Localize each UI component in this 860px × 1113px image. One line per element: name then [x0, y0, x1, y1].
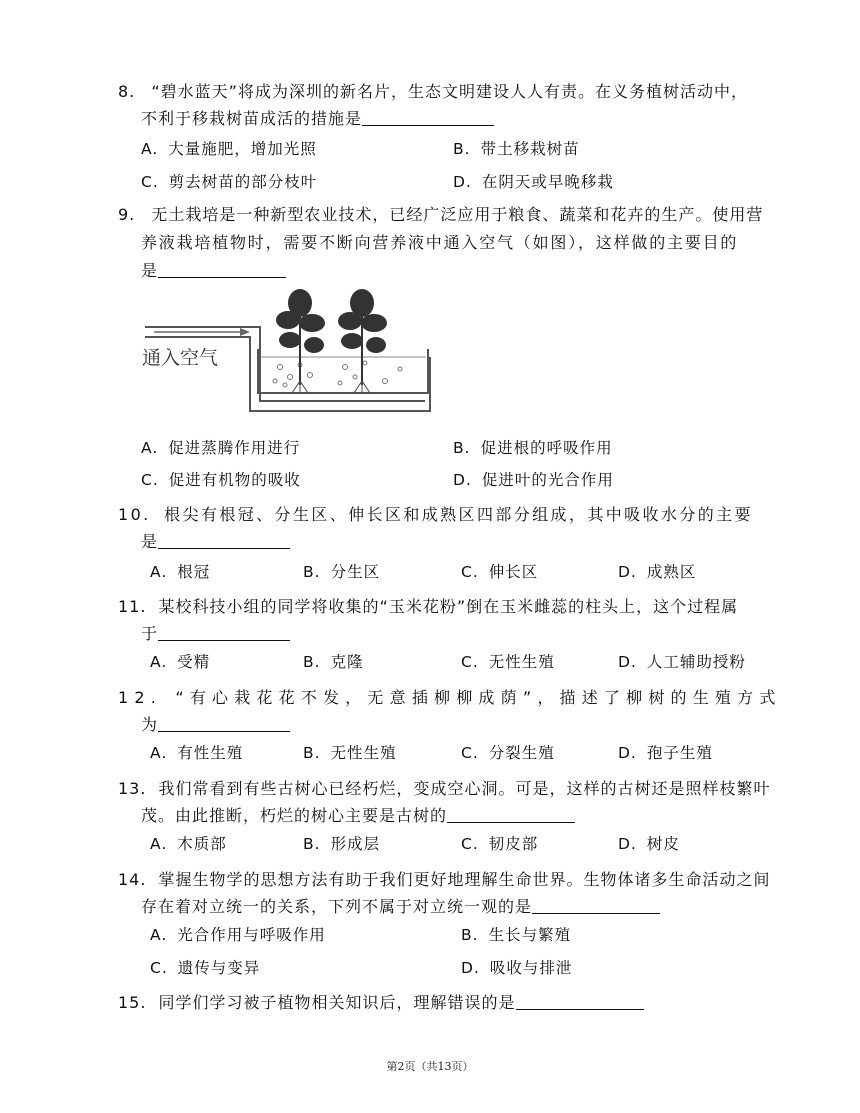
option-letter: C.: [141, 471, 159, 489]
answer-blank[interactable]: [362, 109, 494, 126]
question-number: 9.: [118, 205, 136, 224]
option-letter: D.: [618, 653, 637, 671]
answer-blank[interactable]: [447, 806, 575, 823]
option-c[interactable]: [461, 562, 538, 582]
question-number: 8.: [118, 82, 136, 101]
option-letter: B.: [303, 563, 321, 581]
option-letter: A.: [150, 926, 168, 944]
option-text: 分裂生殖: [488, 744, 555, 762]
question-8-line-2: [141, 109, 494, 129]
option-letter: D.: [618, 744, 637, 762]
option-text: 形成层: [330, 835, 381, 853]
option-letter: A.: [150, 653, 168, 671]
option-text: 木质部: [177, 835, 227, 853]
option-text: 树皮: [646, 835, 680, 853]
option-d[interactable]: [618, 834, 680, 854]
question-text: 无土栽培是一种新型农业技术，已经广泛应用于粮食、蔬菜和花卉的生产。使用营: [151, 205, 764, 224]
option-letter: B.: [453, 140, 471, 158]
option-text: 遗传与变异: [177, 959, 261, 977]
question-text: 存在着对立统一的关系，下列不属于对立统一观的是: [141, 897, 533, 916]
option-text: 带土移栽树苗: [480, 140, 580, 158]
option-text: 促进根的呼吸作用: [480, 439, 613, 457]
option-text: 促进叶的光合作用: [481, 471, 614, 489]
option-d[interactable]: [453, 470, 614, 490]
option-b[interactable]: [453, 438, 613, 458]
question-9-line-1: [118, 205, 763, 225]
question-11-line-2: [141, 624, 290, 644]
option-letter: C.: [461, 835, 479, 853]
option-d[interactable]: [453, 172, 614, 192]
question-text: 是: [141, 261, 159, 280]
option-text: 孢子生殖: [646, 744, 713, 762]
question-text: 于: [141, 624, 159, 643]
option-text: 分生区: [330, 563, 381, 581]
question-14-line-2: [141, 897, 660, 917]
answer-blank[interactable]: [532, 897, 660, 914]
option-text: 无性生殖: [488, 653, 555, 671]
option-a[interactable]: [150, 562, 210, 582]
question-number: 14.: [118, 870, 147, 889]
question-15-line-1: [118, 993, 644, 1013]
question-13-line-2: [141, 806, 575, 826]
option-text: 吸收与排泄: [489, 959, 573, 977]
option-letter: B.: [303, 653, 321, 671]
question-10-line-2: [141, 532, 290, 552]
answer-blank[interactable]: [158, 261, 286, 278]
option-b[interactable]: [461, 925, 571, 945]
option-text: 无性生殖: [330, 744, 397, 762]
option-text: 促进蒸腾作用进行: [168, 439, 301, 457]
plant-1: [276, 289, 325, 393]
question-8-line-1: [118, 82, 748, 102]
hydroponics-figure: [140, 285, 440, 420]
option-letter: A.: [150, 835, 168, 853]
answer-blank[interactable]: [158, 624, 290, 641]
question-number: 15.: [118, 993, 147, 1012]
option-letter: A.: [141, 439, 159, 457]
option-text: 生长与繁殖: [488, 926, 572, 944]
option-d[interactable]: [618, 743, 713, 763]
question-text: 养液栽培植物时，需要不断向营养液中通入空气（如图），这样做的主要目的: [141, 233, 739, 252]
option-letter: A.: [141, 140, 159, 158]
option-a[interactable]: [141, 438, 300, 458]
option-letter: B.: [303, 835, 321, 853]
option-a[interactable]: [150, 925, 326, 945]
plant-2: [338, 289, 387, 393]
question-11-line-1: [118, 597, 738, 617]
question-9-line-3: [141, 261, 286, 281]
option-letter: D.: [453, 471, 472, 489]
option-letter: B.: [453, 439, 471, 457]
option-a[interactable]: [141, 139, 317, 159]
question-text: 不利于移栽树苗成活的措施是: [141, 109, 363, 128]
option-text: 受精: [177, 653, 211, 671]
option-letter: D.: [618, 835, 637, 853]
option-letter: B.: [303, 744, 321, 762]
option-letter: A.: [150, 744, 168, 762]
question-12-line-1: [118, 688, 782, 708]
answer-blank[interactable]: [516, 993, 644, 1010]
question-text: 我们常看到有些古树心已经朽烂，变成空心洞。可是，这样的古树还是照样枝繁叶: [158, 779, 771, 798]
option-text: 伸长区: [488, 563, 539, 581]
answer-blank[interactable]: [158, 532, 290, 549]
option-text: 光合作用与呼吸作用: [177, 926, 326, 944]
option-d[interactable]: [618, 562, 696, 582]
question-text: 掌握生物学的思想方法有助于我们更好地理解生命世界。生物体诸多生命活动之间: [158, 870, 771, 889]
option-text: 大量施肥，增加光照: [168, 140, 317, 158]
option-letter: B.: [461, 926, 479, 944]
option-text: 根冠: [177, 563, 211, 581]
question-text: 同学们学习被子植物相关知识后，理解错误的是: [158, 993, 516, 1012]
option-c[interactable]: [141, 172, 317, 192]
option-letter: A.: [150, 563, 168, 581]
question-text: 是: [141, 532, 159, 551]
option-a[interactable]: [150, 834, 227, 854]
question-number: 12.: [118, 688, 163, 707]
question-text: 茂。由此推断，朽烂的树心主要是古树的: [141, 806, 448, 825]
question-12-line-2: [141, 715, 290, 735]
option-c[interactable]: [461, 743, 555, 763]
option-letter: D.: [618, 563, 637, 581]
question-number: 10.: [118, 505, 151, 524]
option-b[interactable]: [303, 743, 397, 763]
option-letter: C.: [150, 959, 168, 977]
question-9-line-2: [141, 233, 738, 253]
option-b[interactable]: [303, 562, 380, 582]
option-letter: D.: [453, 173, 472, 191]
option-b[interactable]: [303, 834, 380, 854]
option-text: 促进有机物的吸收: [168, 471, 301, 489]
option-text: 克隆: [330, 653, 364, 671]
question-number: 11.: [118, 597, 147, 616]
question-text: “有心栽花花不发，无意插柳柳成荫”，描述了柳树的生殖方式: [175, 688, 782, 707]
option-text: 在阴天或早晚移栽: [481, 173, 614, 191]
option-c[interactable]: [141, 470, 301, 490]
option-text: 韧皮部: [488, 835, 539, 853]
option-c[interactable]: [461, 834, 538, 854]
figure-label: 通入空气: [142, 347, 219, 369]
question-text: “碧水蓝天”将成为深圳的新名片，生态文明建设人人有责。在义务植树活动中，: [151, 82, 748, 101]
question-number: 13.: [118, 779, 147, 798]
option-letter: D.: [461, 959, 480, 977]
option-d[interactable]: [461, 958, 572, 978]
option-text: 剪去树苗的部分枝叶: [168, 173, 318, 191]
question-10-line-1: [118, 505, 753, 525]
question-text: 为: [141, 715, 159, 734]
option-text: 人工辅助授粉: [646, 653, 746, 671]
question-text: 某校科技小组的同学将收集的“玉米花粉”倒在玉米雌蕊的柱头上，这个过程属: [158, 597, 739, 616]
option-letter: C.: [461, 653, 479, 671]
option-a[interactable]: [150, 652, 210, 672]
question-text: 根尖有根冠、分生区、伸长区和成熟区四部分组成，其中吸收水分的主要: [164, 505, 753, 524]
option-letter: C.: [461, 744, 479, 762]
option-letter: C.: [461, 563, 479, 581]
option-c[interactable]: [150, 958, 260, 978]
option-b[interactable]: [453, 139, 580, 159]
option-text: 成熟区: [646, 563, 697, 581]
option-c[interactable]: [461, 652, 555, 672]
answer-blank[interactable]: [158, 715, 290, 732]
option-a[interactable]: [150, 743, 243, 763]
page-footer: 第2页（共13页）: [386, 1060, 474, 1073]
option-b[interactable]: [303, 652, 364, 672]
option-text: 有性生殖: [177, 744, 244, 762]
option-letter: C.: [141, 173, 159, 191]
option-d[interactable]: [618, 652, 746, 672]
question-14-line-1: [118, 870, 771, 890]
question-13-line-1: [118, 779, 771, 799]
